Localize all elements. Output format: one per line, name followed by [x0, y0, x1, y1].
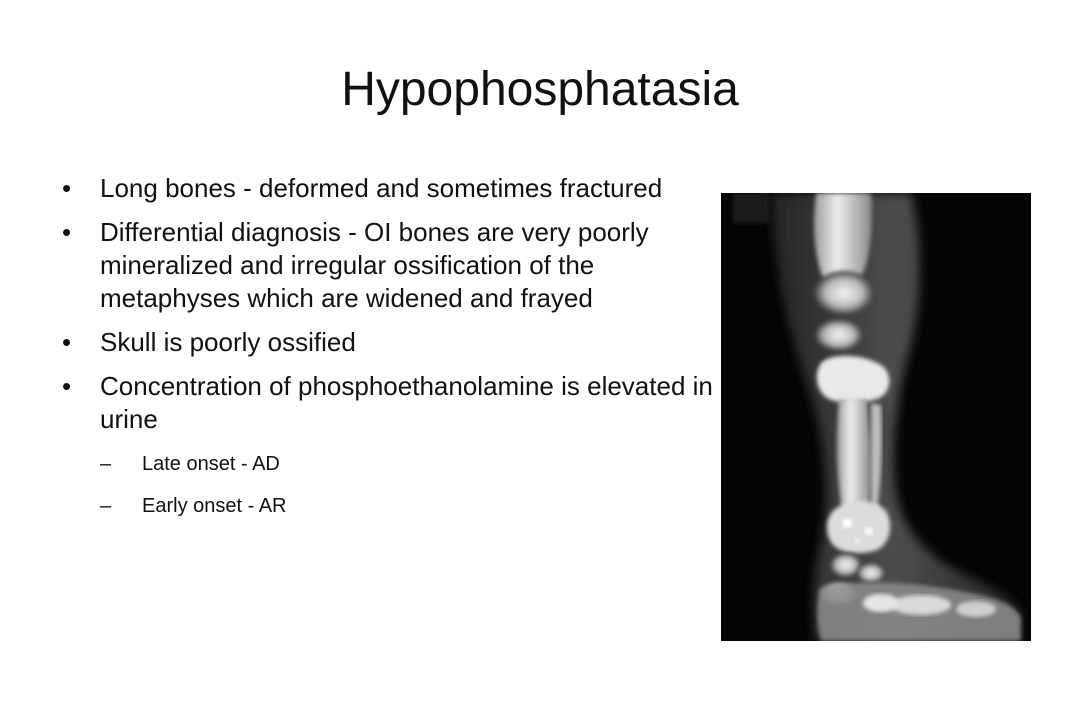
subbullet-text: Late onset - AD	[142, 453, 280, 475]
subbullet-list	[100, 450, 720, 520]
x-ray-image	[721, 193, 1031, 641]
slide-title: Hypophosphatasia	[341, 63, 739, 116]
bullet-item	[60, 326, 720, 359]
bullet-list	[60, 172, 720, 534]
bullet-text: Concentration of phosphoethanolamine is elevated in urine	[100, 371, 713, 434]
bullet-text: Skull is poorly ossified	[100, 327, 356, 357]
bullet-text: Long bones - deformed and sometimes fractured	[100, 173, 663, 203]
bullet-dot-icon: •	[62, 327, 72, 357]
x-ray-leg-icon	[721, 193, 1031, 641]
bullet-item	[60, 370, 720, 520]
subbullet-text: Early onset - AR	[142, 495, 287, 517]
bullet-text: Differential diagnosis - OI bones are very poorly mineralized and irregular ossification of the metaphyses which are widened and frayed	[100, 217, 649, 313]
bullet-dot-icon: •	[62, 371, 72, 401]
dash-icon: –	[100, 453, 112, 475]
bullet-dot-icon: •	[62, 217, 72, 247]
bullet-item	[60, 216, 720, 315]
subbullet-item	[100, 492, 720, 520]
bullet-dot-icon: •	[62, 173, 72, 203]
subbullet-item	[100, 450, 720, 478]
dash-icon: –	[100, 495, 112, 517]
bullet-item	[60, 172, 720, 205]
